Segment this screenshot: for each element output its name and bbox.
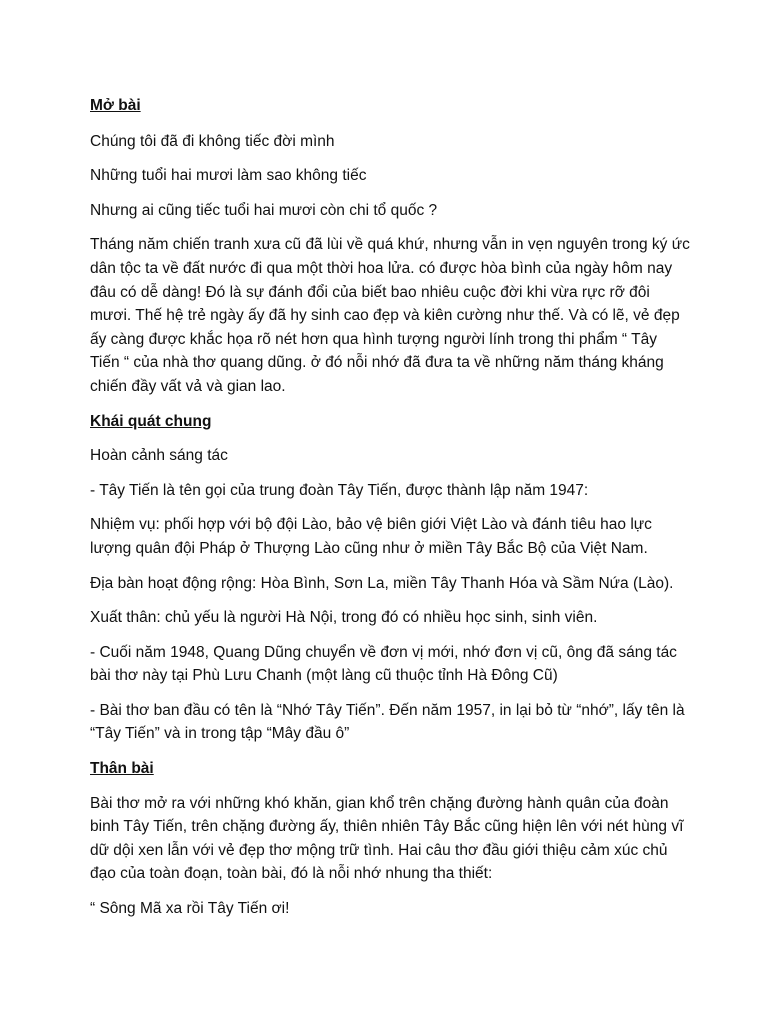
section-heading-than-bai: Thân bài xyxy=(90,760,154,778)
section-heading-mo-bai: Mở bài xyxy=(90,97,141,114)
poem-line-3: Nhưng ai cũng tiếc tuổi hai mươi còn chi tổ quốc ? xyxy=(90,201,438,219)
intro-paragraph: Tháng năm chiến tranh xưa cũ đã lùi về quá khứ, nhưng vẫn in vẹn nguyên trong ký ức dân tộc ta về đất nước đi qua một thời hoa lửa. có được hòa bình của ngày hôm nay đâu có dễ dàng! Đó là sự đánh đổi của biết bao nhiêu cuộc đời khi vừa rực rỡ đôi mươi. Thế hệ trẻ ngày ấy đã hy sinh cao đẹp và kiên cường như thế. Và có lẽ, vẻ đẹp ấy càng được khắc họa rõ nét hơn qua hình tượng người lính trong thi phẩm “ Tây Tiến “ của nhà thơ quang dũng. ở đó nỗi nhớ đã đưa ta về những năm tháng kháng chiến đầy vất vả và gian lao. xyxy=(90,236,690,395)
document-page xyxy=(90,90,690,921)
poem-line-1: Chúng tôi đã đi không tiếc đời mình xyxy=(90,132,335,150)
context-paragraph-5: - Cuối năm 1948, Quang Dũng chuyển về đơn vị mới, nhớ đơn vị cũ, ông đã sáng tác bài thơ này tại Phù Lưu Chanh (một làng cũ thuộc tỉnh Hà Đông Cũ) xyxy=(90,643,677,685)
poem-quote-line: “ Sông Mã xa rồi Tây Tiến ơi! xyxy=(90,900,290,918)
subheading-hoan-canh-sang-tac: Hoàn cảnh sáng tác xyxy=(90,447,228,465)
context-paragraph-2: Nhiệm vụ: phối hợp với bộ đội Lào, bảo vệ biên giới Việt Lào và đánh tiêu hao lực lượng quân đội Pháp ở Thượng Lào cũng như ở miền Tây Bắc Bộ của Việt Nam. xyxy=(90,516,652,557)
poem-line-2: Những tuổi hai mươi làm sao không tiếc xyxy=(90,167,367,185)
context-paragraph-6: - Bài thơ ban đầu có tên là “Nhớ Tây Tiến”. Đến năm 1957, in lại bỏ từ “nhớ”, lấy tên là “Tây Tiến” và in trong tập “Mây đầu ô” xyxy=(90,701,685,743)
section-heading-khai-quat-chung: Khái quát chung xyxy=(90,412,212,430)
body-paragraph: Bài thơ mở ra với những khó khăn, gian khổ trên chặng đường hành quân của đoàn binh Tây Tiến, trên chặng đường ấy, thiên nhiên Tây Bắc cũng hiện lên với nét hùng vĩ dữ dội xen lẫn với vẻ đẹp thơ mộng trữ tình. Hai câu thơ đầu giới thiệu cảm xúc chủ đạo của toàn đoạn, toàn bài, đó là nỗi nhớ nhung tha thiết: xyxy=(90,794,684,883)
context-paragraph-4: Xuất thân: chủ yếu là người Hà Nội, trong đó có nhiều học sinh, sinh viên. xyxy=(90,609,598,627)
context-paragraph-3: Địa bàn hoạt động rộng: Hòa Bình, Sơn La, miền Tây Thanh Hóa và Sầm Nứa (Lào). xyxy=(90,574,674,592)
context-paragraph-1: - Tây Tiến là tên gọi của trung đoàn Tây Tiến, được thành lập năm 1947: xyxy=(90,481,589,499)
